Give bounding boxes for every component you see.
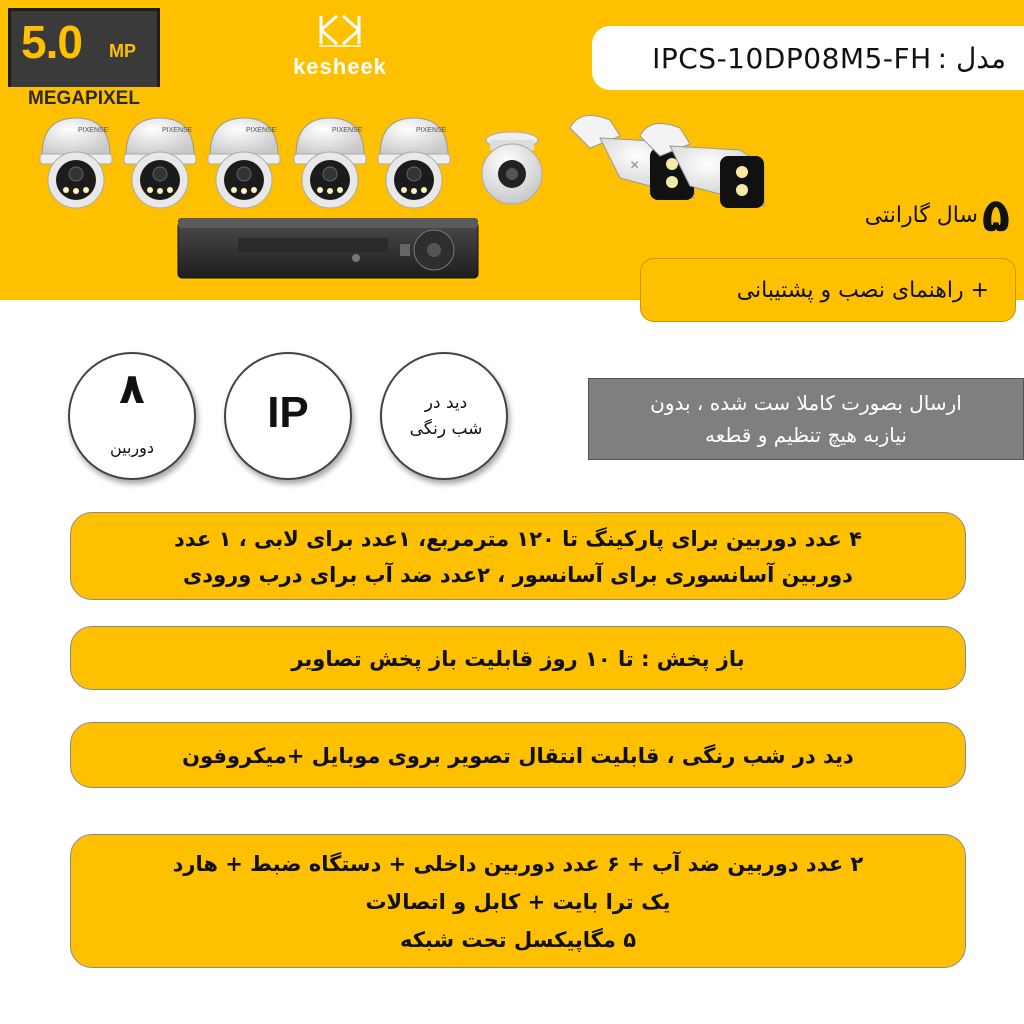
dome-camera-icon	[378, 118, 450, 208]
warranty-text: سال گارانتی	[864, 202, 978, 228]
night-vision-label	[390, 390, 502, 442]
dome-camera-icon	[40, 118, 112, 208]
pill-line: ۴ عدد دوربین برای پارکینگ تا ۱۲۰ مترمربع، ۱عدد برای لابی ، ۱ عدد	[174, 527, 862, 551]
pill-line: ۵ مگاپیکسل تحت شبکه	[399, 928, 637, 952]
dome-brand-text: PIXENSE	[78, 127, 109, 134]
installation-guide-badge: + راهنمای نصب و پشتیبانی	[640, 258, 1016, 322]
brand-name: kesheek	[293, 54, 387, 79]
warranty-info	[760, 180, 1010, 250]
mini-dome-camera-icon	[482, 132, 542, 204]
features-pill	[70, 722, 966, 788]
model-label: مدل :	[937, 41, 1006, 75]
camera-placement-pill	[70, 512, 966, 600]
pill-line: یک ترا بایت + کابل و اتصالات	[365, 890, 671, 914]
megapixel-number: 5.0	[21, 16, 82, 68]
pill-line: دوربین آسانسوری برای آسانسور ، ۲عدد ضد آب برای درب ورودی	[183, 563, 853, 587]
dome-camera-icon	[208, 118, 280, 208]
megapixel-label: MEGAPIXEL	[8, 87, 160, 111]
camera-count-number: ۸	[119, 364, 145, 413]
nvr-recorder-icon	[178, 218, 478, 278]
dome-brand-text: PIXENSE	[332, 127, 363, 134]
model-code: IPCS-10DP08M5-FH	[652, 41, 932, 75]
pill-line: باز پخش : تا ۱۰ روز قابلیت باز پخش تصاویر	[291, 647, 745, 671]
shipping-note-line-1: ارسال بصورت کاملا ست شده ، بدون	[650, 391, 962, 415]
night-vision-line-2: شب رنگی	[409, 419, 483, 439]
brand-logo	[280, 14, 400, 84]
dome-brand-text: PIXENSE	[416, 127, 447, 134]
ip-label: IP	[267, 388, 309, 437]
megapixel-badge	[8, 8, 160, 109]
dome-brand-text: PIXENSE	[162, 127, 193, 134]
model-pill	[592, 26, 1024, 90]
night-vision-line-1: دید در	[424, 393, 468, 413]
dome-brand-text: PIXENSE	[246, 127, 277, 134]
night-vision-badge	[380, 352, 508, 480]
ip-badge	[224, 352, 352, 480]
svg-text:×: ×	[630, 157, 640, 174]
playback-pill	[70, 626, 966, 690]
kesheek-logo-icon	[317, 14, 363, 48]
dome-camera-icon	[294, 118, 366, 208]
shipping-note	[588, 378, 1024, 460]
megapixel-unit: MP	[109, 41, 136, 61]
camera-count-badge	[68, 352, 196, 480]
package-contents-pill	[70, 834, 966, 968]
warranty-years: ۵	[981, 188, 1010, 242]
pill-line: ۲ عدد دوربین ضد آب + ۶ عدد دوربین داخلی + دستگاه ضبط + هارد	[172, 852, 864, 876]
dome-camera-icon	[124, 118, 196, 208]
shipping-note-line-2: نیازبه هیچ تنظیم و قطعه	[705, 423, 907, 447]
camera-count-label: دوربین	[109, 438, 155, 457]
pill-line: دید در شب رنگی ، قابلیت انتقال تصویر بروی موبایل +میکروفون	[182, 744, 854, 768]
